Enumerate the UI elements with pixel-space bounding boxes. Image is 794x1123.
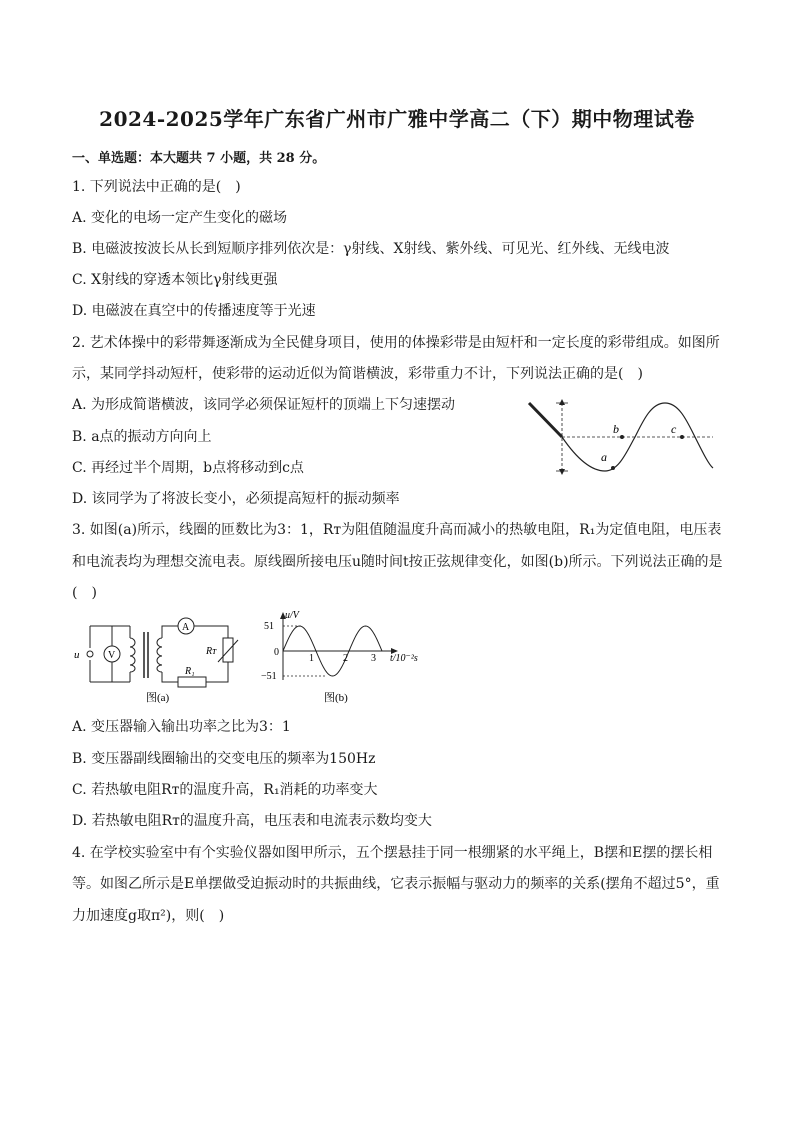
point-c [680,435,684,439]
primary-coil [130,638,135,672]
q3-option-d: D. 若热敏电阻Rᴛ的温度升高，电压表和电流表示数均变大 [72,813,432,829]
label-r1: R₁ [185,666,195,677]
label-voltmeter: V [108,650,116,661]
short-stick [529,403,562,437]
secondary-bottom-wire [162,672,178,682]
page-title: 2024-2025学年广东省广州市广雅中学高二（下）期中物理试卷 [99,107,695,131]
q3-stem-line1: 3. 如图(a)所示，线圈的匝数比为3：1，Rᴛ为阻值随温度升高而减小的热敏电阻，R₁为定值电阻，电压表 [72,522,722,538]
q3-option-c: C. 若热敏电阻Rᴛ的温度升高，R₁消耗的功率变大 [72,782,378,798]
label-c: c [671,422,677,436]
q2-stem-line2: 示，某同学抖动短杆，使彩带的运动近似为简谐横波，彩带重力不计，下列说法正确的是( ) [72,366,643,382]
arrow-down-icon [559,469,565,475]
tick-t2: 2 [343,653,348,664]
tick-t1: 1 [309,653,314,664]
q1-option-b: B. 电磁波按波长从长到短顺序排列依次是：γ射线、X射线、紫外线、可见光、红外线、无线电波 [72,241,670,257]
tick-zero: 0 [274,647,279,658]
q3-stem-line3: ( ) [72,585,97,601]
ac-source-icon [87,651,93,657]
q3-option-a: A. 变压器输入输出功率之比为3：1 [72,719,291,735]
y-axis-label: u/V [285,610,299,621]
secondary-coil [157,638,162,672]
q1-option-c: C. X射线的穿透本领比γ射线更强 [72,272,278,288]
secondary-top-wire-right [194,626,228,638]
caption-a: 图(a) [146,692,170,704]
thermistor-slash [218,640,238,662]
x-axis-label: t/10⁻²s [390,653,418,664]
tick-ymax: 51 [264,621,274,632]
ribbon-wave-figure [525,395,720,480]
q4-line2: 等。如图乙所示是E单摆做受迫振动时的共振曲线，它表示振幅与驱动力的频率的关系(摆角不超过5°，重 [72,876,720,892]
q4-line1: 4. 在学校实验室中有个实验仪器如图甲所示，五个摆悬挂于同一根绷紧的水平绳上，B摆和E摆的摆长相 [72,845,713,861]
q2-option-c: C. 再经过半个周期，b点将移动到c点 [72,460,304,476]
thermistor-rt [223,638,233,662]
q2-option-d: D. 该同学为了将波长变小，必须提高短杆的振动频率 [72,491,400,507]
circuit-figure-a [70,612,250,704]
resistor-r1 [178,677,206,687]
voltage-graph-figure-b [258,608,430,704]
caption-b: 图(b) [324,692,348,704]
point-b [620,435,624,439]
q3-stem-line2: 和电流表均为理想交流电表。原线圈所接电压u随时间t按正弦规律变化，如图(b)所示。下列说法正确的是 [72,554,723,570]
q1-option-a: A. 变化的电场一定产生变化的磁场 [72,210,288,226]
arrow-up-icon [559,399,565,405]
secondary-right-wire [206,662,228,682]
point-a [611,466,615,470]
secondary-top-wire-left [162,626,178,638]
q2-stem-line1: 2. 艺术体操中的彩带舞逐渐成为全民健身项目，使用的体操彩带是由短杆和一定长度的彩带组成。如图所 [72,335,720,351]
section-heading: 一、单选题：本大题共 7 小题，共 28 分。 [72,151,326,166]
q2-option-b: B. a点的振动方向向上 [72,429,212,445]
tick-ymin: −51 [261,671,277,682]
label-ammeter: A [182,622,190,633]
q2-option-a: A. 为形成简谐横波，该同学必须保证短杆的顶端上下匀速摆动 [72,397,456,413]
q4-line3: 力加速度g取π²)，则( ) [72,908,225,924]
q1-option-d: D. 电磁波在真空中的传播速度等于光速 [72,303,316,319]
label-u: u [74,649,80,661]
tick-t3: 3 [371,653,376,664]
q1-stem: 1. 下列说法中正确的是( ) [72,179,241,195]
q3-option-b: B. 变压器副线圈输出的交变电压的频率为150Hz [72,751,376,767]
label-a: a [601,450,607,464]
label-rt: Rᴛ [206,646,216,657]
label-b: b [613,422,619,436]
